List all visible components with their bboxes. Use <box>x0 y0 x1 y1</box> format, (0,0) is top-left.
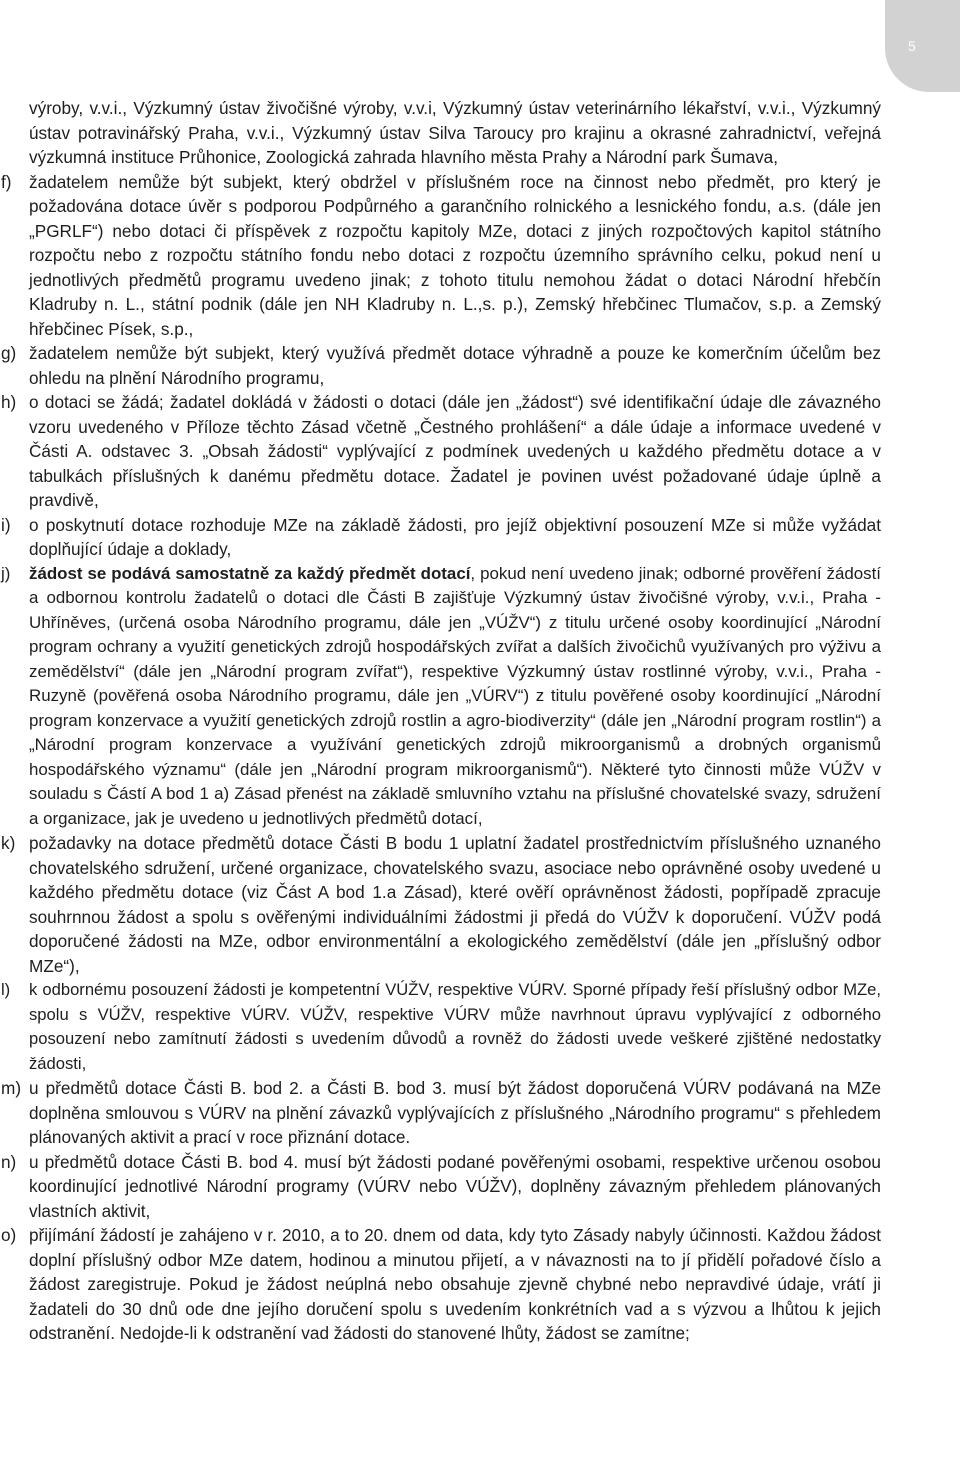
conditions-list <box>0 170 960 1346</box>
item-marker: n) <box>1 1151 17 1172</box>
item-marker: h) <box>1 392 17 412</box>
item-text: žadatelem nemůže být subjekt, který využívá předmět dotace výhradně a pouze ke komerčním účelům bez ohledu na plnění Národního programu, <box>29 343 881 388</box>
list-item-m <box>0 1076 881 1150</box>
item-text: přijímání žádostí je zahájeno v r. 2010, a to 20. dnem od data, kdy tyto Zásady nabyly účinnosti. Každou žádost doplní příslušný odbor MZe datem, hodinou a minutou přijetí, a v návaznosti na to jí přidělí pořadové číslo a žádost zaregistruje. Pokud je žádost neúplná nebo obsahuje zjevně chybné nebo nepravdivé údaje, vrátí ji žadateli do 30 dnů ode dne jejího doručení spolu s uvedením konkrétních vad a s výzvou a lhůtou k jejich odstranění. Nedojde-li k odstranění vad žádosti do stanovené lhůty, žádost se zamítne; <box>29 1225 881 1343</box>
list-item-i <box>0 513 881 562</box>
item-text: , pokud není uvedeno jinak; odborné prověření žádostí a odbornou kontrolu žadatelů o dotaci dle Části B zajišťuje Výzkumný ústav živočišné výroby, v.v.i., Praha - Uhříněves, (určená osoba Národního programu, dále jen „VÚŽV“) z titulu určené osoby koordinující „Národní program ochrany a využití genetických zdrojů hospodářských zvířat a dalších živočichů využívaných pro výživu a zemědělství“ (dále jen „Národní program zvířat“), respektive Výzkumný ústav rostlinné výroby, v.v.i., Praha - Ruzyně (pověřená osoba Národního programu, dále jen „VÚRV“) z titulu pověřené osoby koordinující „Národní program konzervace a využití genetických zdrojů rostlin a agro-biodiverzity“ (dále jen „Národní program rostlin“) a „Národní program konzervace a využívání genetických zdrojů mikroorganismů a drobných organismů hospodářského významu“ (dále jen „Národní program mikroorganismů“). Některé tyto činnosti může VÚŽV v souladu s Částí A bod 1 a) Zásad přenést na základě smluvního vztahu na příslušné chovatelské svazy, sdružení a organizace, jak je uvedeno u jednotlivých předmětů dotací, <box>29 563 881 828</box>
list-item-k <box>0 831 881 978</box>
item-text: k odbornému posouzení žádosti je kompetentní VÚŽV, respektive VÚRV. Sporné případy řeší příslušný odbor MZe, spolu s VÚŽV, respektive VÚRV. VÚŽV, respektive VÚRV může navrhnout úpravu vyplývající z odborného posouzení nebo zamítnutí žádosti s uvedením důvodů a rovněž do žádosti uvede veškeré zjištěné nedostatky žádosti, <box>29 980 881 1073</box>
list-item-o <box>0 1223 881 1346</box>
item-text: u předmětů dotace Části B. bod 4. musí být žádosti podané pověřenými osobami, respektive určenou osobou koordinující jednotlivé Národní programy (VÚRV nebo VÚŽV), doplněny závazným přehledem plánovaných vlastních aktivit, <box>29 1151 881 1221</box>
list-item-f <box>0 170 881 342</box>
item-bold-text: žádost se podává samostatně za každý předmět dotací <box>29 563 471 583</box>
page-number: 5 <box>908 38 916 54</box>
item-text: požadavky na dotace předmětů dotace Části B bodu 1 uplatní žadatel prostřednictvím příslušného uznaného chovatelského sdružení, určené organizace, chovatelského svazu, asociace nebo oprávněné osoby uvedené u každého předmětu dotace (viz Část A bod 1.a Zásad), které ověří oprávněnost žádosti, popřípadě zpracuje souhrnnou žádost a spolu s ověřenými individuálními žádostmi ji předá do VÚŽV k doporučení. VÚŽV podá doporučené žádosti na MZe, odbor environmentální a ekologického zemědělství (dále jen „příslušný odbor MZe“), <box>29 833 881 976</box>
item-marker: g) <box>1 343 17 363</box>
item-text: o poskytnutí dotace rozhoduje MZe na základě žádosti, pro jejíž objektivní posouzení MZe si může vyžádat doplňující údaje a doklady, <box>29 514 881 559</box>
list-item-j <box>0 562 881 832</box>
item-marker: f) <box>1 171 12 192</box>
item-marker: o) <box>1 1225 17 1245</box>
item-text: u předmětů dotace Části B. bod 2. a Části B. bod 3. musí být žádost doporučená VÚRV podávaná na MZe doplněna smlouvou s VÚRV na plnění závazků vyplývajících z příslušného „Národního programu“ s přehledem plánovaných aktivit a prací v roce přiznání dotace. <box>29 1078 881 1147</box>
list-item-g <box>0 341 881 390</box>
item-marker: k) <box>1 833 16 853</box>
item-marker: m) <box>1 1078 22 1098</box>
list-item-n <box>0 1150 881 1224</box>
item-text: o dotaci se žádá; žadatel dokládá v žádosti o dotaci (dále jen „žádost“) své identifikační údaje dle závazného vzoru uvedeného v Příloze těchto Zásad včetně „Čestného prohlášení“ a dále údaje a informace uvedené v Části A. odstavec 3. „Obsah žádosti“ vyplývající z podmínek uvedených u každého předmětu dotace a v tabulkách příslušných k danému předmětu dotace. Žadatel je povinen uvést požadované údaje úplně a pravdivě, <box>29 392 881 510</box>
item-marker: i) <box>1 514 11 535</box>
list-item-h <box>0 390 881 513</box>
item-text: žadatelem nemůže být subjekt, který obdržel v příslušném roce na činnost nebo předmět, pro který je požadována dotace úvěr s podporou Podpůrného a garančního rolnického a lesnického fondu, a.s. (dále jen „PGRLF“) nebo dotaci či příspěvek z rozpočtu kapitoly MZe, dotaci z jiných rozpočtových kapitol státního rozpočtu nebo z rozpočtu státního fondu nebo dotaci z rozpočtu územního správního celku, pokud není u jednotlivých předmětů programu uvedeno jinak; z tohoto titulu nemohou žádat o dotaci Národní hřebčín Kladruby n. L., státní podnik (dále jen NH Kladruby n. L.,s. p.), Zemský hřebčinec Tlumačov, s.p. a Zemský hřebčinec Písek, s.p., <box>29 171 881 339</box>
list-item-l <box>0 978 881 1076</box>
item-marker: j) <box>1 563 11 583</box>
item-marker: l) <box>1 980 11 999</box>
intro-paragraph: výroby, v.v.i., Výzkumný ústav živočišné výroby, v.v.i, Výzkumný ústav veterinárního lékařství, v.v.i., Výzkumný ústav potravinářský Praha, v.v.i., Výzkumný ústav Silva Taroucy pro krajinu a okrasné zahradnictví, veřejná výzkumná instituce Průhonice, Zoologická zahrada hlavního města Prahy a Národní park Šumava, <box>29 98 881 167</box>
